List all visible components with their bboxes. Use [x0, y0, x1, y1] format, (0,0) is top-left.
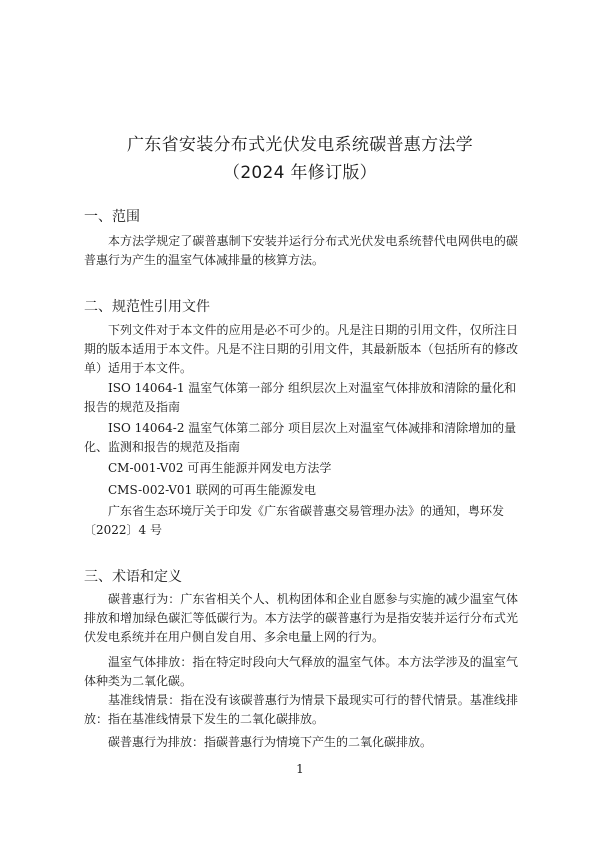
reference-item: CM-001-V02 可再生能源并网发电方法学 — [108, 461, 332, 475]
term-definition: 碳普惠行为：广东省相关个人、机构团体和企业自愿参与实施的减少温室气体排放和增加绿色碳汇等低碳行为。本方法学的碳普惠行为是指安装并运行分布式光伏发电系统并在用户侧自发自用、多余电量上网的行为。 — [84, 592, 518, 644]
document-subtitle: （2024 年修订版） — [223, 163, 377, 183]
section-heading-scope: 一、范围 — [84, 209, 140, 225]
term-definition: 碳普惠行为排放：指碳普惠行为情境下产生的二氧化碳排放。 — [108, 735, 433, 749]
page-number: 1 — [296, 762, 304, 776]
document-title: 广东省安装分布式光伏发电系统碳普惠方法学 — [127, 135, 473, 155]
reference-item: ISO 14064-1 温室气体第一部分 组织层次上对温室气体排放和清除的量化和报告的规范及指南 — [84, 381, 517, 414]
term-definition: 基准线情景：指在没有该碳普惠行为情景下最现实可行的替代情景。基准线排放：指在基准线情景下发生的二氧化碳排放。 — [84, 693, 518, 726]
reference-item: 广东省生态环境厅关于印发《广东省碳普惠交易管理办法》的通知，粤环发〔2022〕4 号 — [84, 504, 505, 537]
scope-paragraph: 本方法学规定了碳普惠制下安装并运行分布式光伏发电系统替代电网供电的碳普惠行为产生的温室气体减排量的核算方法。 — [84, 234, 518, 267]
references-intro: 下列文件对于本文件的应用是必不可少的。凡是注日期的引用文件，仅所注日期的版本适用于本文件。凡是不注日期的引用文件，其最新版本（包括所有的修改单）适用于本文件。 — [84, 323, 518, 375]
section-heading-references: 二、规范性引用文件 — [84, 299, 210, 315]
reference-item: ISO 14064-2 温室气体第二部分 项目层次上对温室气体减排和清除增加的量化、监测和报告的规范及指南 — [84, 421, 517, 454]
reference-item: CMS-002-V01 联网的可再生能源发电 — [108, 483, 317, 497]
section-heading-terms: 三、术语和定义 — [84, 569, 182, 585]
term-definition: 温室气体排放：指在特定时段向大气释放的温室气体。本方法学涉及的温室气体种类为二氧化碳。 — [84, 655, 518, 688]
